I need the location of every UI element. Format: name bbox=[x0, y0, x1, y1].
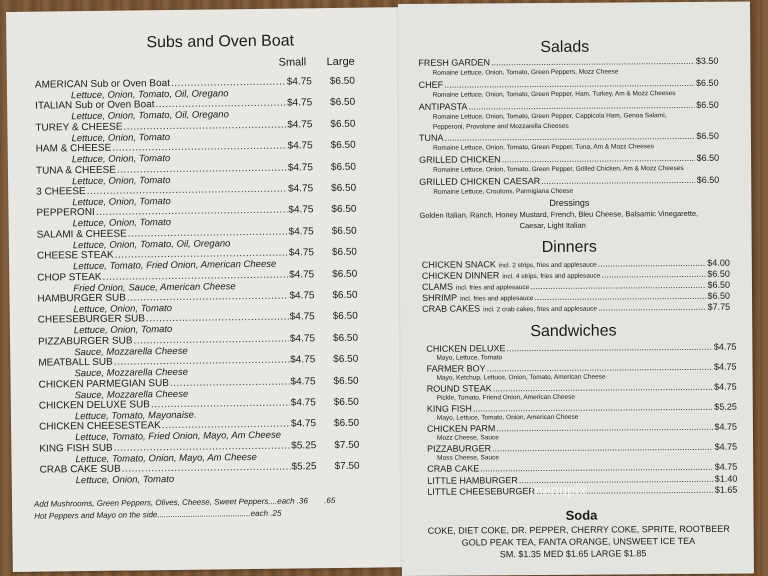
sub-large-price: $6.50 bbox=[331, 182, 357, 195]
sub-item-name: CHEESEBURGER SUB bbox=[37, 313, 146, 327]
sub-item-name: CRAB CAKE SUB bbox=[39, 463, 121, 476]
sandwich-item-name: KING FISH bbox=[426, 403, 472, 414]
sandwich-item-name: CHICKEN DELUXE bbox=[426, 343, 506, 354]
sub-item-description: Lettuce, Onion, Tomato bbox=[75, 474, 175, 487]
sub-item-description: Lettuce, Onion, Tomato bbox=[71, 153, 171, 166]
menu-page-subs bbox=[6, 7, 417, 572]
sub-item-name: PIZZABURGER SUB bbox=[37, 335, 133, 348]
salad-item-description: Romaine Lettuce, Onion, Tomato, Green Pepper, Tuna, Am & Mozz Cheeses bbox=[432, 143, 655, 152]
salad-item-price: $6.50 bbox=[696, 99, 719, 110]
side-note: Hot Peppers and Mayo on the side..........................................each .25 bbox=[34, 508, 282, 521]
dot-leader bbox=[487, 362, 714, 375]
sandwich-item-name: ROUND STEAK bbox=[426, 383, 492, 394]
sub-small-price: $4.75 bbox=[287, 140, 313, 152]
sandwich-item-name: PIZZABURGER bbox=[427, 443, 492, 454]
dinner-item-price: $6.50 bbox=[707, 268, 730, 279]
sub-small-price: $4.75 bbox=[289, 268, 315, 281]
sub-item-name: CHEESE STEAK bbox=[36, 249, 114, 262]
sandwich-item-description: Mozz Cheese, Sauce bbox=[437, 434, 499, 442]
soda-prices: SM. $1.35 MED $1.65 LARGE $1.85 bbox=[499, 548, 647, 560]
dot-leader bbox=[502, 153, 696, 165]
salad-item-description: Romaine Lettuce, Onion, Tomato, Green Pepper, Ham, Turkey, Am & Mozz Cheeses bbox=[432, 90, 676, 99]
sub-item-description: Lettuce, Onion, Tomato, Oil, Oregano bbox=[72, 238, 231, 251]
sub-large-price: $6.50 bbox=[333, 353, 359, 366]
dinner-item-row bbox=[422, 302, 730, 316]
sandwich-item-row bbox=[427, 422, 737, 435]
salad-item-row bbox=[419, 153, 719, 166]
sub-item-description: Lettuce, Tomato, Mayonaise. bbox=[74, 409, 197, 423]
dinner-item-name: CHICKEN DINNER bbox=[421, 270, 500, 281]
salad-item-name: FRESH GARDEN bbox=[418, 57, 490, 68]
dot-leader bbox=[598, 258, 707, 270]
sub-large-price: $6.50 bbox=[332, 289, 358, 302]
sandwich-item-row bbox=[426, 342, 736, 355]
dot-leader bbox=[598, 302, 707, 314]
sandwich-item-description: Mayo, Ketchup, Lettuce, Onion, Tomato, American Cheese bbox=[436, 373, 606, 382]
sandwich-item-price: $4.75 bbox=[714, 421, 737, 432]
sandwich-item-description: Mayo, Lettuce, Tomato bbox=[436, 354, 503, 362]
sub-item-name: HAM & CHEESE bbox=[35, 142, 112, 155]
sub-item-name: CHICKEN DELUXE SUB bbox=[38, 399, 151, 412]
sandwich-item-price: $4.75 bbox=[714, 441, 738, 452]
sub-item-name: KING FISH SUB bbox=[39, 442, 113, 455]
dot-leader bbox=[444, 78, 695, 91]
sub-item-description: Sauce, Mozzarella Cheese bbox=[74, 345, 188, 358]
salad-item-description: Romaine Lettuce, Croutons, Parmigiana Cheese bbox=[433, 187, 574, 196]
salad-item-name: GRILLED CHICKEN bbox=[419, 154, 501, 165]
dinner-item-note: incl. fries and applesauce bbox=[455, 284, 530, 292]
sub-small-price: $4.75 bbox=[287, 161, 313, 174]
dinner-item-name: CHICKEN SNACK bbox=[421, 259, 496, 270]
sub-item-name: CHOP STEAK bbox=[37, 271, 102, 284]
salad-item-description: Romaine Lettuce, Onion, Tomato, Green Peppers, Mozz Cheese bbox=[432, 68, 619, 77]
dinner-item-name: CLAMS bbox=[421, 281, 454, 292]
dinner-item-price: $6.50 bbox=[707, 290, 731, 301]
sub-large-price: $6.50 bbox=[333, 396, 359, 409]
subs-section-title: Subs and Oven Boat bbox=[146, 32, 295, 52]
salad-item-price: $6.50 bbox=[695, 77, 719, 88]
sub-large-price: $6.50 bbox=[331, 225, 357, 237]
salad-item-name: CHEF bbox=[418, 79, 444, 90]
salad-item-row bbox=[419, 100, 719, 113]
addons-text: Add Mushrooms, Green Peppers, Olives, Cheese, Sweet Peppers....each .36 bbox=[33, 496, 308, 509]
sandwich-item-row bbox=[427, 442, 737, 455]
dot-leader bbox=[492, 442, 714, 455]
sub-item-description: Lettuce, Onion, Tomato, Oil, Oregano bbox=[71, 109, 229, 123]
salad-item-price: $6.50 bbox=[696, 174, 720, 185]
salad-item-row bbox=[418, 56, 718, 69]
sub-small-price: $4.75 bbox=[288, 204, 314, 216]
soda-section-title: Soda bbox=[565, 507, 598, 523]
sub-large-price: $7.50 bbox=[334, 460, 360, 473]
sub-item-description: Lettuce, Tomato, Fried Onion, Mayo, Am Cheese bbox=[75, 430, 282, 444]
sub-item-name: PEPPERONI bbox=[36, 207, 95, 220]
sub-large-price: $7.50 bbox=[334, 439, 360, 451]
sub-large-price: $6.50 bbox=[332, 311, 358, 323]
sub-small-price: $5.25 bbox=[291, 461, 317, 473]
dot-leader bbox=[601, 269, 706, 281]
dot-leader bbox=[480, 462, 714, 475]
sub-small-price: $4.75 bbox=[288, 226, 314, 238]
dinner-item-name: CRAB CAKES bbox=[422, 303, 481, 314]
dinner-item-note: incl. 4 strips, fries and applesauce bbox=[502, 272, 601, 281]
sandwich-item-name: CRAB CAKE bbox=[427, 463, 480, 474]
sub-item-description: Sauce, Mozzarella Cheese bbox=[74, 366, 189, 380]
sandwich-item-name: FARMER BOY bbox=[426, 363, 486, 374]
sub-small-price: $4.75 bbox=[290, 397, 316, 409]
sandwich-item-price: $5.25 bbox=[714, 401, 737, 412]
sub-small-price: $4.75 bbox=[288, 183, 314, 195]
addons-large-price: .65 bbox=[324, 496, 336, 506]
dinner-item-price: $4.00 bbox=[707, 257, 730, 268]
dot-leader bbox=[444, 131, 695, 144]
sub-item-name: CHICKEN PARMEGIAN SUB bbox=[38, 377, 170, 391]
sub-item-description: Lettuce, Tomato, Onion, Mayo, Am Cheese bbox=[75, 451, 258, 465]
sandwich-item-price: $4.75 bbox=[713, 361, 737, 372]
sub-item-description: Lettuce, Onion, Tomato bbox=[73, 324, 173, 337]
sub-item-name: 3 CHEESE bbox=[36, 186, 86, 198]
sub-small-price: $4.75 bbox=[287, 119, 313, 131]
sub-large-price: $6.50 bbox=[329, 75, 355, 88]
sub-small-price: $4.75 bbox=[286, 76, 312, 88]
dinner-item-price: $7.75 bbox=[707, 301, 731, 312]
sandwich-item-description: Moss Cheese, Sauce bbox=[437, 454, 499, 462]
sub-large-price: $6.50 bbox=[330, 97, 356, 109]
sandwich-item-name: LITTLE CHEESEBURGER bbox=[427, 486, 535, 497]
dressings-line-1: Golden Italian, Ranch, Honey Mustard, French, Bleu Cheese, Balsamic Vinegarette, bbox=[419, 208, 699, 220]
salad-item-name: GRILLED CHICKEN CAESAR bbox=[419, 176, 541, 187]
sub-item-name: MEATBALL SUB bbox=[38, 356, 113, 369]
dot-leader bbox=[491, 56, 695, 68]
watermark-text: menupix bbox=[530, 484, 587, 499]
dinner-item-note: incl. 2 strips, fries and applesauce bbox=[498, 261, 597, 270]
soda-flavors-2: GOLD PEAK TEA, FANTA ORANGE, UNSWEET ICE TEA bbox=[461, 535, 696, 548]
sub-small-price: $4.75 bbox=[290, 418, 317, 430]
dinners-section-title: Dinners bbox=[541, 238, 597, 257]
sub-item-description: Lettuce, Onion, Tomato bbox=[71, 131, 171, 145]
dot-leader bbox=[493, 382, 714, 395]
sandwich-item-row bbox=[427, 402, 737, 415]
sub-item-description: Lettuce, Onion, Tomato bbox=[73, 302, 173, 316]
sub-large-price: $6.50 bbox=[332, 268, 358, 280]
salad-item-description-2: Pepperoni, Provolone and Mozzarella Cheeses bbox=[432, 122, 569, 131]
sub-item-description: Lettuce, Onion, Tomato bbox=[72, 196, 171, 209]
sub-large-price: $6.50 bbox=[332, 332, 359, 344]
sandwich-item-price: $4.75 bbox=[713, 341, 737, 352]
sub-large-price: $6.50 bbox=[330, 161, 356, 173]
sub-small-price: $5.25 bbox=[291, 440, 317, 452]
sandwich-item-description: Mayo, Lettuce, Tomato, Onion, American Cheese bbox=[436, 413, 579, 422]
sub-small-price: $4.75 bbox=[290, 375, 316, 388]
sub-item-name: TUNA & CHEESE bbox=[35, 164, 117, 177]
salads-section-title: Salads bbox=[540, 38, 590, 57]
dot-leader bbox=[541, 175, 696, 187]
dressings-title: Dressings bbox=[549, 197, 590, 208]
sub-item-description: Lettuce, Onion, Tomato bbox=[72, 174, 171, 187]
sandwiches-section-title: Sandwiches bbox=[530, 322, 617, 341]
sandwich-item-price: $4.75 bbox=[714, 381, 737, 392]
dot-leader bbox=[496, 422, 713, 435]
salad-item-name: TUNA bbox=[418, 132, 444, 143]
sub-item-description: Lettuce, Onion, Tomato, Oil, Oregano bbox=[70, 88, 229, 102]
salad-item-name: ANTIPASTA bbox=[418, 101, 468, 112]
salad-item-description: Romaine Lettuce, Onion, Tomato, Green Pepper, Cappicola Ham, Genoa Salami, bbox=[432, 112, 667, 121]
sandwich-item-description: Pickle, Tomato, Friend Onion, American Cheese bbox=[436, 393, 576, 402]
dressings-line-2: Caesar, Light Italian bbox=[519, 220, 586, 231]
sub-item-description: Lettuce, Tomato, Fried Onion, American Cheese bbox=[73, 258, 277, 273]
sub-item-name: CHICKEN CHEESESTEAK bbox=[39, 420, 161, 434]
dot-leader bbox=[468, 100, 695, 113]
salad-item-price: $6.50 bbox=[696, 152, 720, 163]
sandwich-item-price: $1.40 bbox=[714, 473, 738, 484]
sub-small-price: $4.75 bbox=[290, 354, 316, 366]
sub-item-name: TUREY & CHEESE bbox=[35, 121, 123, 134]
sub-small-price: $4.75 bbox=[288, 247, 315, 259]
sub-item-description: Lettuce, Onion, Tomato bbox=[72, 217, 172, 230]
salad-item-row bbox=[419, 131, 719, 144]
sub-item-description: Sauce, Mozzarella Cheese bbox=[74, 388, 189, 401]
sub-item-name: ITALIAN Sub or Oven Boat bbox=[35, 99, 155, 113]
salad-item-row bbox=[419, 78, 719, 91]
salad-item-description: Romaine Lettuce, Onion, Tomato, Green Pepper, Grilled Chicken, Am & Mozz Cheeses bbox=[433, 165, 684, 174]
addons-note bbox=[34, 496, 335, 509]
sandwich-item-name: CHICKEN PARM bbox=[426, 423, 496, 434]
dinner-item-note: incl. 2 crab cakes, fries and applesauce bbox=[483, 305, 598, 314]
sub-item-name: HAMBURGER SUB bbox=[37, 292, 126, 305]
sandwich-item-price: $4.75 bbox=[714, 461, 738, 472]
salad-item-row bbox=[419, 175, 719, 188]
dinner-item-price: $6.50 bbox=[707, 279, 731, 290]
large-column-header: Large bbox=[326, 55, 355, 69]
sub-large-price: $6.50 bbox=[331, 204, 357, 216]
sub-large-price: $6.50 bbox=[330, 139, 356, 152]
dot-leader bbox=[506, 342, 713, 354]
dinner-item-name: SHRIMP bbox=[422, 292, 458, 303]
sub-large-price: $6.50 bbox=[331, 246, 358, 259]
sub-large-price: $6.50 bbox=[330, 118, 356, 130]
sub-large-price: $6.50 bbox=[333, 418, 360, 430]
sub-item-description: Fried Onion, Sauce, American Cheese bbox=[73, 280, 236, 294]
sub-small-price: $4.75 bbox=[289, 311, 315, 323]
salad-item-price: $6.50 bbox=[696, 130, 719, 141]
watermark-logo bbox=[530, 484, 587, 499]
sandwich-item-name: LITTLE HAMBURGER bbox=[427, 474, 518, 486]
sub-small-price: $4.75 bbox=[287, 97, 313, 109]
sandwich-item-price: $1.65 bbox=[714, 484, 738, 495]
soda-flavors-1: COKE, DIET COKE, DR. PEPPER, CHERRY COKE, SPRITE, ROOTBEER bbox=[427, 523, 730, 536]
dot-leader bbox=[473, 402, 714, 415]
sandwich-item-row bbox=[427, 382, 737, 395]
sub-item-name: SALAMI & CHEESE bbox=[36, 228, 127, 241]
dinner-item-note: incl. fries and applesauce bbox=[460, 295, 534, 303]
sub-small-price: $4.75 bbox=[289, 333, 316, 345]
small-column-header: Small bbox=[278, 56, 307, 69]
salad-item-price: $3.50 bbox=[695, 55, 719, 66]
sub-small-price: $4.75 bbox=[289, 290, 315, 302]
sub-item-name: AMERICAN Sub or Oven Boat bbox=[34, 78, 171, 91]
sub-large-price: $6.50 bbox=[333, 375, 359, 387]
